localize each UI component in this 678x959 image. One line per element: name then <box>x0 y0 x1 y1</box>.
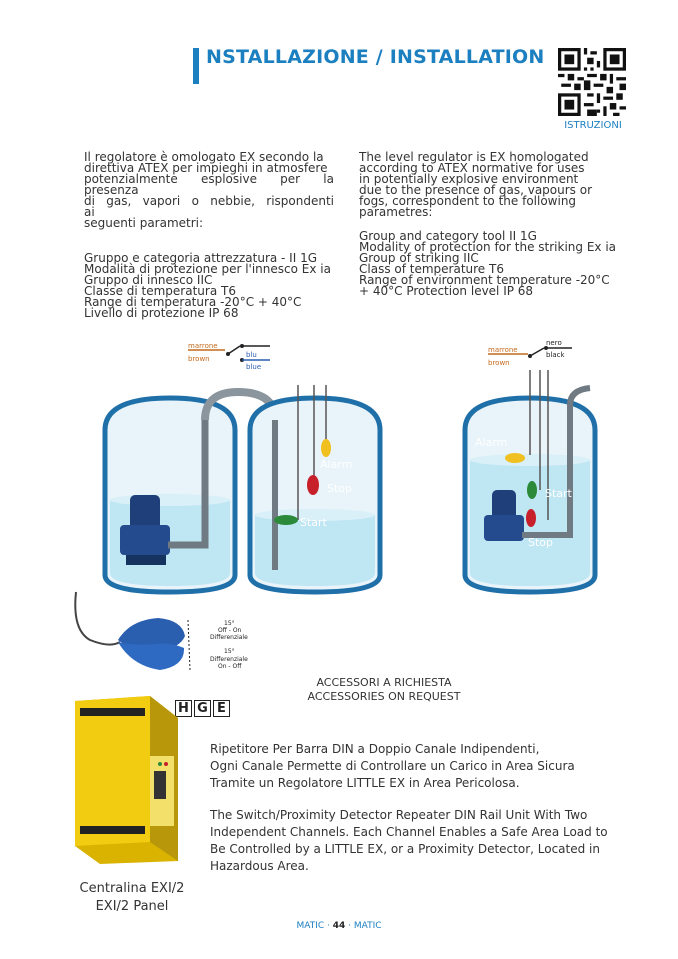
logo-letter: G <box>194 700 211 717</box>
desc-it-line: Ripetitore Per Barra DIN a Doppio Canale Indipendenti, <box>210 742 540 756</box>
footer-right: · MATIC <box>345 921 382 931</box>
en-intro-line: fogs, correspondent to the following <box>359 194 577 208</box>
it-intro-line: Il regolatore è omologato EX secondo la <box>84 150 324 164</box>
desc-it-line: Ogni Canale Permette di Controllare un Carico in Area Sicura <box>210 759 575 773</box>
right-stop-label: Stop <box>528 536 554 549</box>
en-param: Group of striking IIC <box>359 251 479 265</box>
exi2-panel-image <box>70 696 185 866</box>
left-sump-tank <box>250 385 380 592</box>
left-pump-tank <box>105 398 235 592</box>
float-top-text-2: Differenziale <box>210 634 248 641</box>
float-bottom-text-1: Differenziale <box>210 656 248 663</box>
it-intro-line: direttiva ATEX per impieghi in atmosfere <box>84 161 328 175</box>
it-param: Gruppo e categoria attrezzatura - II 1G <box>84 251 318 265</box>
product-caption <box>72 880 192 916</box>
right-wiring-symbol <box>488 339 572 367</box>
float-angle-detail <box>75 592 248 670</box>
logo-letter: E <box>213 700 230 717</box>
qr-label: ISTRUZIONI <box>564 120 622 131</box>
caption-line-1: Centralina EXI/2 <box>79 881 185 896</box>
left-stop-label: Stop <box>327 482 353 495</box>
alarm-float <box>321 439 331 457</box>
left-wiring-symbol <box>188 342 270 371</box>
product-description-en <box>210 807 620 875</box>
italian-text-column <box>84 152 334 319</box>
desc-en-line: Be Controlled by a LITTLE EX, or a Proximity Detector, Located in <box>210 842 600 856</box>
en-param: Group and category tool II 1G <box>359 229 537 243</box>
right-black-it: nero <box>546 339 562 347</box>
float-bottom-deg: 15° <box>224 648 235 655</box>
it-param: Classe di temperatura T6 <box>84 284 236 298</box>
right-brown-en: brown <box>488 359 510 367</box>
start-float <box>274 515 298 525</box>
footer-left: MATIC · <box>296 921 333 931</box>
en-intro-line: The level regulator is EX homologated <box>359 150 589 164</box>
float-top-deg: 15° <box>224 620 235 627</box>
caption-line-2: EXI/2 Panel <box>95 899 169 914</box>
desc-en-line: Hazardous Area. <box>210 859 309 873</box>
page-number: 44 <box>332 921 346 931</box>
en-intro-line: in potentially explosive environment <box>359 172 579 186</box>
en-param: + 40°C Protection level IP 68 <box>359 284 534 298</box>
it-intro-line: potenzialmente esplosive per la presenza <box>84 172 334 197</box>
it-param: Livello di protezione IP 68 <box>84 306 239 320</box>
it-intro-line: di gas, vapori o nebbie, rispondenti ai <box>84 194 334 219</box>
logo-letter: H <box>175 700 192 717</box>
left-blue-it: blu <box>246 351 257 359</box>
left-blue-en: blue <box>246 363 262 371</box>
right-start-label: Start <box>545 487 572 500</box>
title-accent-bar <box>193 48 199 84</box>
product-description-it <box>210 741 620 792</box>
accessories-en: ACCESSORIES ON REQUEST <box>307 690 461 703</box>
right-black-en: black <box>546 351 565 359</box>
accessories-it: ACCESSORI A RICHIESTA <box>316 676 452 689</box>
english-text-column <box>359 152 624 297</box>
en-intro-line: according to ATEX normative for uses <box>359 161 585 175</box>
right-alarm-label: Alarm <box>475 436 508 449</box>
en-intro-line: due to the presence of gas, vapours or <box>359 183 593 197</box>
en-intro-line: parametres: <box>359 205 433 219</box>
desc-en-line: Independent Channels. Each Channel Enables a Safe Area Load to <box>210 825 608 839</box>
stop-float <box>307 475 319 495</box>
left-start-label: Start <box>300 516 327 529</box>
accessories-heading <box>284 676 484 704</box>
desc-en-line: The Switch/Proximity Detector Repeater DIN Rail Unit With Two <box>210 808 588 822</box>
page-title: NSTALLAZIONE / INSTALLATION <box>206 46 545 68</box>
it-param: Range di temperatura -20°C + 40°C <box>84 295 302 309</box>
right-brown-it: marrone <box>488 346 518 354</box>
left-brown-en: brown <box>188 355 210 363</box>
page-footer <box>0 921 678 931</box>
float-top-text-1: Off - On <box>218 627 242 634</box>
it-intro-line: seguenti parametri: <box>84 216 204 230</box>
left-brown-it: marrone <box>188 342 218 350</box>
right-tank <box>465 370 595 592</box>
en-param: Modality of protection for the striking Ex ia <box>359 240 617 254</box>
it-param: Gruppo di innesco IIC <box>84 273 213 287</box>
desc-it-line: Tramite un Regolatore LITTLE EX in Area Pericolosa. <box>210 776 520 790</box>
en-param: Range of environment temperature -20°C <box>359 273 610 287</box>
float-bottom-text-2: On - Off <box>218 663 242 670</box>
qr-code[interactable] <box>558 48 626 116</box>
installation-diagram <box>70 330 630 675</box>
it-param: Modalità di protezione per l'innesco Ex ia <box>84 262 331 276</box>
left-alarm-label: Alarm <box>320 458 353 471</box>
en-param: Class of temperature T6 <box>359 262 504 276</box>
